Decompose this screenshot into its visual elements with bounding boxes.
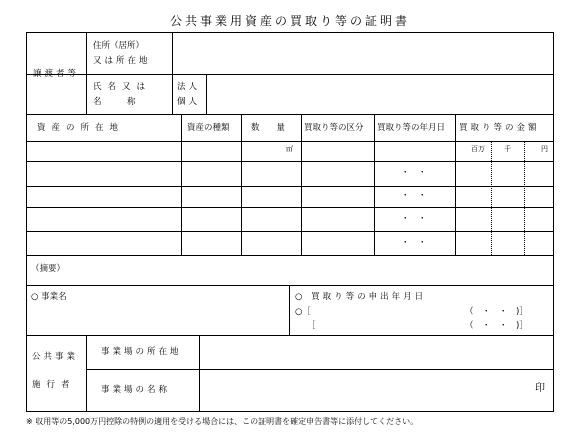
date-dots: ・ ・ xyxy=(401,214,427,224)
unit-area: ㎡ xyxy=(286,145,293,153)
operator-label-2: 施行者 xyxy=(32,380,76,390)
header-amount: 買取り等の金額 xyxy=(459,123,540,133)
certificate-form xyxy=(26,32,554,412)
office-location-label: 事業場の所在地 xyxy=(101,347,182,357)
date-dots: ・ ・ xyxy=(401,168,427,178)
bracket-date-1: （ ・ ・ )］ xyxy=(465,307,528,317)
header-date: 買取り等の年月日 xyxy=(377,123,446,133)
footnote: ※ 収用等の5,000万円控除の特例の適用を受ける場合には、この証明書を確定申告書等に添付してください。 xyxy=(26,417,419,426)
header-kind: 資産の種類 xyxy=(187,123,230,133)
address-label-2: 又は所在地 xyxy=(93,56,151,66)
date-dots: ・ ・ xyxy=(401,238,427,248)
unit-yen: 円 xyxy=(541,145,548,153)
name-field[interactable] xyxy=(212,85,542,103)
date-dots: ・ ・ xyxy=(401,191,427,201)
header-category: 買取り等の区分 xyxy=(304,123,364,133)
name-label: 氏名又は xyxy=(93,82,152,92)
address-label: 住所（居所） xyxy=(93,41,145,51)
header-quantity: 数 量 xyxy=(251,123,286,133)
name-label-2: 名 称 xyxy=(93,97,136,107)
type-individual: 個人 xyxy=(177,97,201,107)
business-name-label: ○ 事業名 xyxy=(31,292,67,302)
application-date-label: ○ 買取り等の申出年月日 xyxy=(295,292,427,302)
bracket-line-1: ○［ xyxy=(295,307,311,317)
seal-mark: 印 xyxy=(535,383,545,394)
bracket-date-2: （ ・ ・ )］ xyxy=(465,321,528,331)
bracket-line-2: ［ xyxy=(307,321,316,331)
address-field[interactable] xyxy=(212,49,542,67)
transferor-label: 譲渡者等 xyxy=(33,69,80,79)
summary-label: （摘要） xyxy=(31,264,66,274)
header-location: 資産の所在地 xyxy=(37,123,125,133)
unit-thousand: 千 xyxy=(504,145,511,153)
type-corporation: 法人 xyxy=(177,82,201,92)
unit-hundred-million: 百万 xyxy=(471,145,485,153)
document-title: 公共事業用資産の買取り等の証明書 xyxy=(169,14,410,28)
operator-label: 公共事業 xyxy=(32,352,79,362)
office-name-label: 事業場の名称 xyxy=(101,385,171,395)
